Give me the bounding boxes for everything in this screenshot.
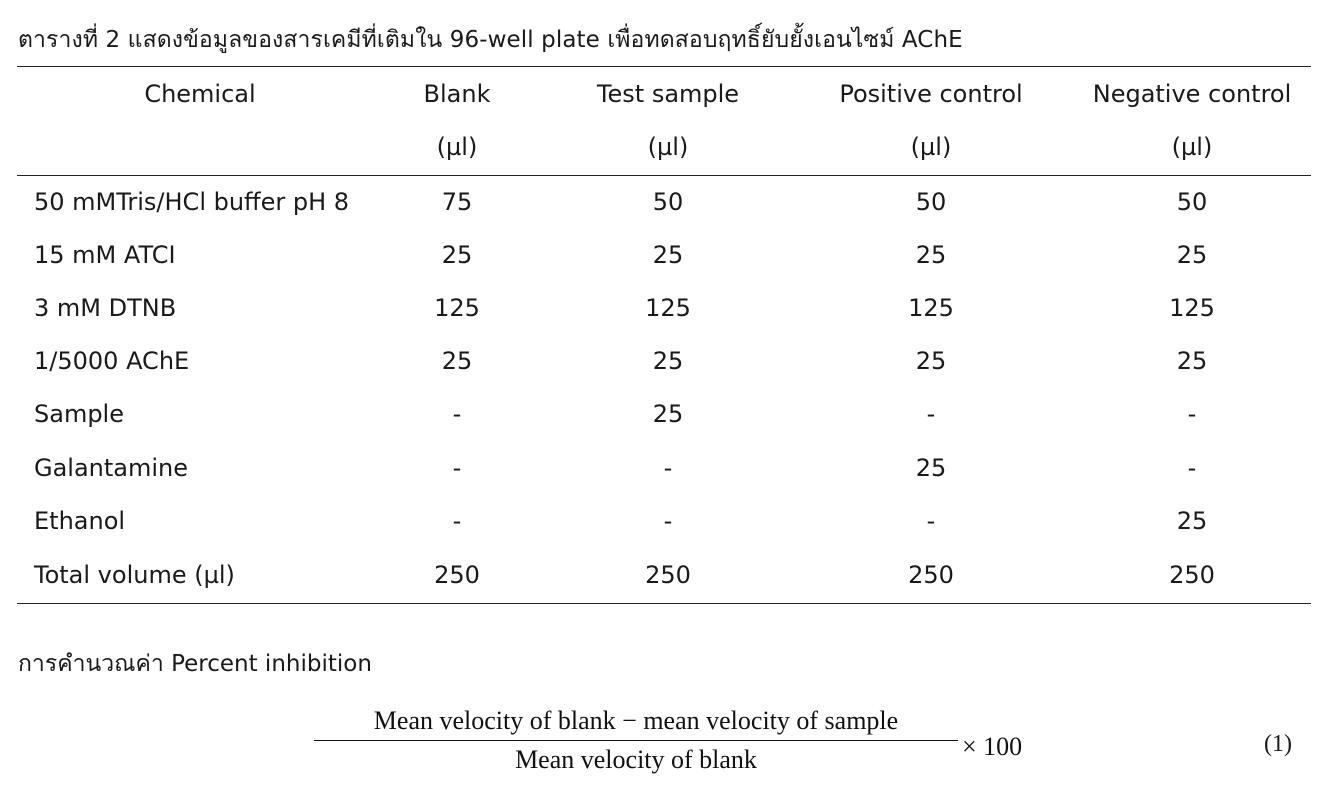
cell-positive-control: 25 xyxy=(915,347,947,375)
cell-positive-control: - xyxy=(926,400,936,428)
cell-test-sample: - xyxy=(663,507,673,535)
cell-positive-control: 25 xyxy=(915,454,947,482)
row-label: Ethanol xyxy=(34,507,126,535)
cell-test-sample: 50 xyxy=(652,188,684,216)
cell-positive-control: - xyxy=(926,507,936,535)
cell-test-sample: 125 xyxy=(645,294,691,322)
cell-negative-control: 250 xyxy=(1169,561,1215,589)
column-header-blank: Blank xyxy=(423,80,491,108)
cell-positive-control: 250 xyxy=(908,561,954,589)
row-label: 1/5000 AChE xyxy=(34,347,190,375)
fraction xyxy=(314,706,958,775)
cell-test-sample: 25 xyxy=(652,241,684,269)
cell-negative-control: - xyxy=(1187,454,1197,482)
cell-negative-control: 50 xyxy=(1176,188,1208,216)
cell-negative-control: 25 xyxy=(1176,507,1208,535)
cell-test-sample: - xyxy=(663,454,673,482)
cell-blank: 75 xyxy=(441,188,473,216)
row-label: Sample xyxy=(34,400,124,428)
cell-negative-control: 25 xyxy=(1176,347,1208,375)
section-title: การคำนวณค่า Percent inhibition xyxy=(18,651,372,677)
table-caption: ตารางที่ 2 แสดงข้อมูลของสารเคมีที่เติมใน 96-well plate เพื่อทดสอบฤทธิ์ยับยั้งเอนไซม์ AChE xyxy=(18,27,963,53)
cell-negative-control: - xyxy=(1187,400,1197,428)
equation-number: (1) xyxy=(1264,731,1292,757)
cell-negative-control: 25 xyxy=(1176,241,1208,269)
column-header-chemical: Chemical xyxy=(144,80,256,108)
percent-inhibition-formula xyxy=(314,706,1023,775)
cell-test-sample: 25 xyxy=(652,400,684,428)
row-label: Galantamine xyxy=(34,454,189,482)
cell-blank: 25 xyxy=(441,347,473,375)
formula-multiplier: × 100 xyxy=(962,732,1023,761)
cell-blank: - xyxy=(452,507,462,535)
cell-test-sample: 25 xyxy=(652,347,684,375)
cell-blank: 25 xyxy=(441,241,473,269)
column-header-positive-control: Positive control xyxy=(839,80,1023,108)
formula-numerator: Mean velocity of blank − mean velocity of sample xyxy=(373,706,899,735)
unit-positive-control: (µl) xyxy=(910,133,952,161)
cell-positive-control: 50 xyxy=(915,188,947,216)
unit-test-sample: (µl) xyxy=(647,133,689,161)
unit-blank: (µl) xyxy=(436,133,478,161)
row-label: 50 mMTris/HCl buffer pH 8 xyxy=(34,188,350,216)
cell-blank: 250 xyxy=(434,561,480,589)
table-top-rule xyxy=(17,66,1311,67)
cell-negative-control: 125 xyxy=(1169,294,1215,322)
unit-negative-control: (µl) xyxy=(1171,133,1213,161)
cell-positive-control: 125 xyxy=(908,294,954,322)
column-header-test-sample: Test sample xyxy=(596,80,740,108)
formula-denominator: Mean velocity of blank xyxy=(515,745,757,774)
table-bottom-rule xyxy=(17,603,1311,604)
cell-blank: - xyxy=(452,454,462,482)
row-label: 15 mM ATCI xyxy=(34,241,176,269)
cell-blank: 125 xyxy=(434,294,480,322)
row-label: 3 mM DTNB xyxy=(34,294,177,322)
column-header-negative-control: Negative control xyxy=(1092,80,1292,108)
cell-positive-control: 25 xyxy=(915,241,947,269)
row-label: Total volume (µl) xyxy=(34,561,235,589)
cell-test-sample: 250 xyxy=(645,561,691,589)
table-header-rule xyxy=(17,175,1311,176)
cell-blank: - xyxy=(452,400,462,428)
